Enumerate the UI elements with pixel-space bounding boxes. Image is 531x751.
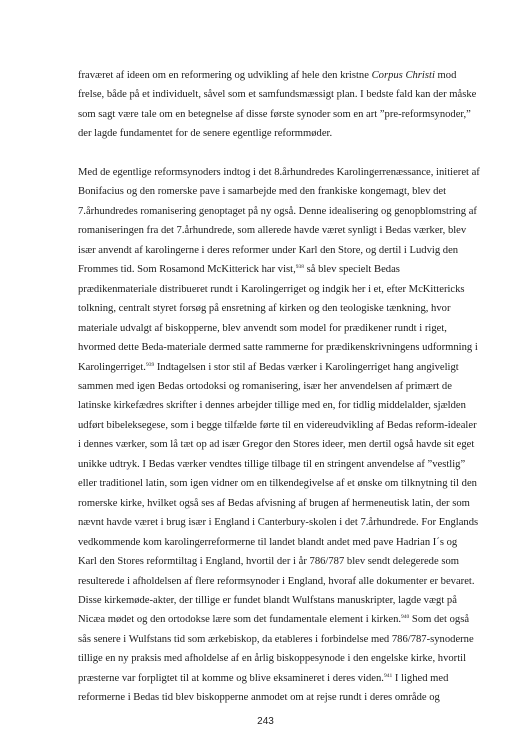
text-line: Frommes tid. Som Rosamond McKitterick har vist,$^{938}$ så blev specielt Bedas bbox=[78, 264, 400, 276]
text-line: hvormed dette Beda-materiale dermed satte rammerne for prædikenskrivningens udformning i bbox=[78, 342, 478, 354]
text-line: fraværet af ideen om en reformering og udvikling af hele den kristne Corpus Christi mod bbox=[78, 70, 457, 81]
text-line: reformerne i Bedas tid blev biskopperne anmodet om at rejse rundt i deres område og bbox=[78, 692, 440, 704]
text-line: Nicæa mødet og den ortodokse lære som det fundamentale element i kirken.$^{940}$ Som det også bbox=[78, 614, 470, 626]
text-line: præsterne var forpligtet til at komme og blive eksamineret i deres viden.$^{941}$ I lighed med bbox=[78, 672, 449, 684]
text-line: 7.århundredes romanisering genoptaget på ny også. Denne idealisering og genopblomstring af bbox=[78, 205, 477, 217]
text-line: Disse kirkemøde-akter, der tillige er fundet blandt Wulfstans manuskripter, lagde vægt på bbox=[78, 594, 457, 606]
text-line: nævnt havde været i brug især i England i Canterbury-skolen i det 7.århundrede. For Englands bbox=[78, 517, 479, 529]
text-line: romaniseringen fra det 7.århundrede, som allerede havde været synligt i Bedas værker, blev bbox=[78, 225, 467, 237]
paragraph-2 bbox=[78, 163, 480, 708]
text-line: romerske kirke, hvilket også ses af Bedas afvisning af brugen af hermeneutisk latin, der som bbox=[78, 497, 470, 509]
italic-term: Corpus Christi bbox=[371, 70, 435, 81]
text-line: latinske kirkefædres skrifter i dennes arbejder tillige med en, for tidlig middelalder, sjælden bbox=[78, 400, 466, 412]
text-line: der lagde fundamentet for de senere egentlige reformmøder. bbox=[78, 128, 333, 140]
text-line: udført bibeleksegese, som i begge tilfælde førte til en videreudvikling af Bedas reform-idealer bbox=[78, 419, 477, 431]
text-line: eller traditionel latin, som igen vidner om en tilkendegivelse af et ønske om tilknytning til den bbox=[78, 478, 477, 490]
text-line: materiale udvalgt af biskopperne, blev anvendt som model for prædikener rundt i riget, bbox=[78, 322, 447, 334]
text-line: Karolingerriget.$^{939}$ Indtagelsen i stor stil af Bedas værker i Karolingerriget hang angiveligt bbox=[78, 361, 459, 373]
text-line: som sagt være tale om en betegnelse af disse første synoder som en art ”pre-reformsynoder,” bbox=[78, 108, 471, 120]
text-line: resulterede i afholdelsen af flere reformsynoder i England, hvoraf alle dokumenter er bevaret. bbox=[78, 575, 475, 587]
text-line: prædikenmateriale distribueret rundt i Karolingerriget og indgik her i et, efter McKittericks bbox=[78, 283, 465, 295]
page-number: 243 bbox=[257, 716, 274, 727]
text-line: tillige en ny praksis med afholdelse af en årlig biskoppesynode i den engelske kirke, hvortil bbox=[78, 653, 467, 665]
paragraph-1 bbox=[78, 66, 477, 144]
text-line: Bonifacius og den romerske pave i samarbejde med den frankiske kongemagt, blev det bbox=[78, 186, 447, 198]
text-line: Med de egentlige reformsynoders indtog i det 8.århundredes Karolingerrenæssance, initieret af bbox=[78, 167, 480, 178]
text-line: unikke udtryk. I Bedas værker vendtes tillige tilbage til en stringent anvendelse af ”vestlig” bbox=[78, 458, 466, 470]
text-line: især anvendt af karolingerne i deres reformer under Karl den Store, og dertil i Ludvig den bbox=[78, 244, 459, 256]
text-line: sammen med igen Bedas ortodoksi og romanisering, især her anvendelsen af primært de bbox=[78, 380, 452, 392]
text-line: Karl den Stores reformtiltag i England, hvortil der i år 786/787 blev sendt delegerede som bbox=[78, 556, 459, 568]
footnote-ref[interactable]: 941 bbox=[383, 672, 393, 679]
text-line: tolkning, centralt styret forsøg på ensretning af kirken og den teologiske tænkning, hvor bbox=[78, 303, 451, 315]
text-line: frelse, både på et individuelt, såvel som et samfundsmæssigt plan. I bedste fald kan der måske bbox=[78, 89, 477, 101]
text-line: vedkommende kom karolingerreformerne til landet blandt andet med pave Hadrian I´s og bbox=[78, 536, 458, 548]
footnote-ref[interactable]: 939 bbox=[145, 361, 155, 368]
footnote-ref[interactable]: 940 bbox=[401, 614, 410, 621]
footnote-ref[interactable]: 938 bbox=[295, 264, 304, 271]
text-line: sås senere i Wulfstans tid som ærkebiskop, da etableres i forbindelse med 786/787-synoderne bbox=[78, 633, 474, 645]
text-line: i dennes værker, som lå tæt op ad især Gregor den Stores ideer, men dertil også havde sit eget bbox=[78, 439, 475, 451]
